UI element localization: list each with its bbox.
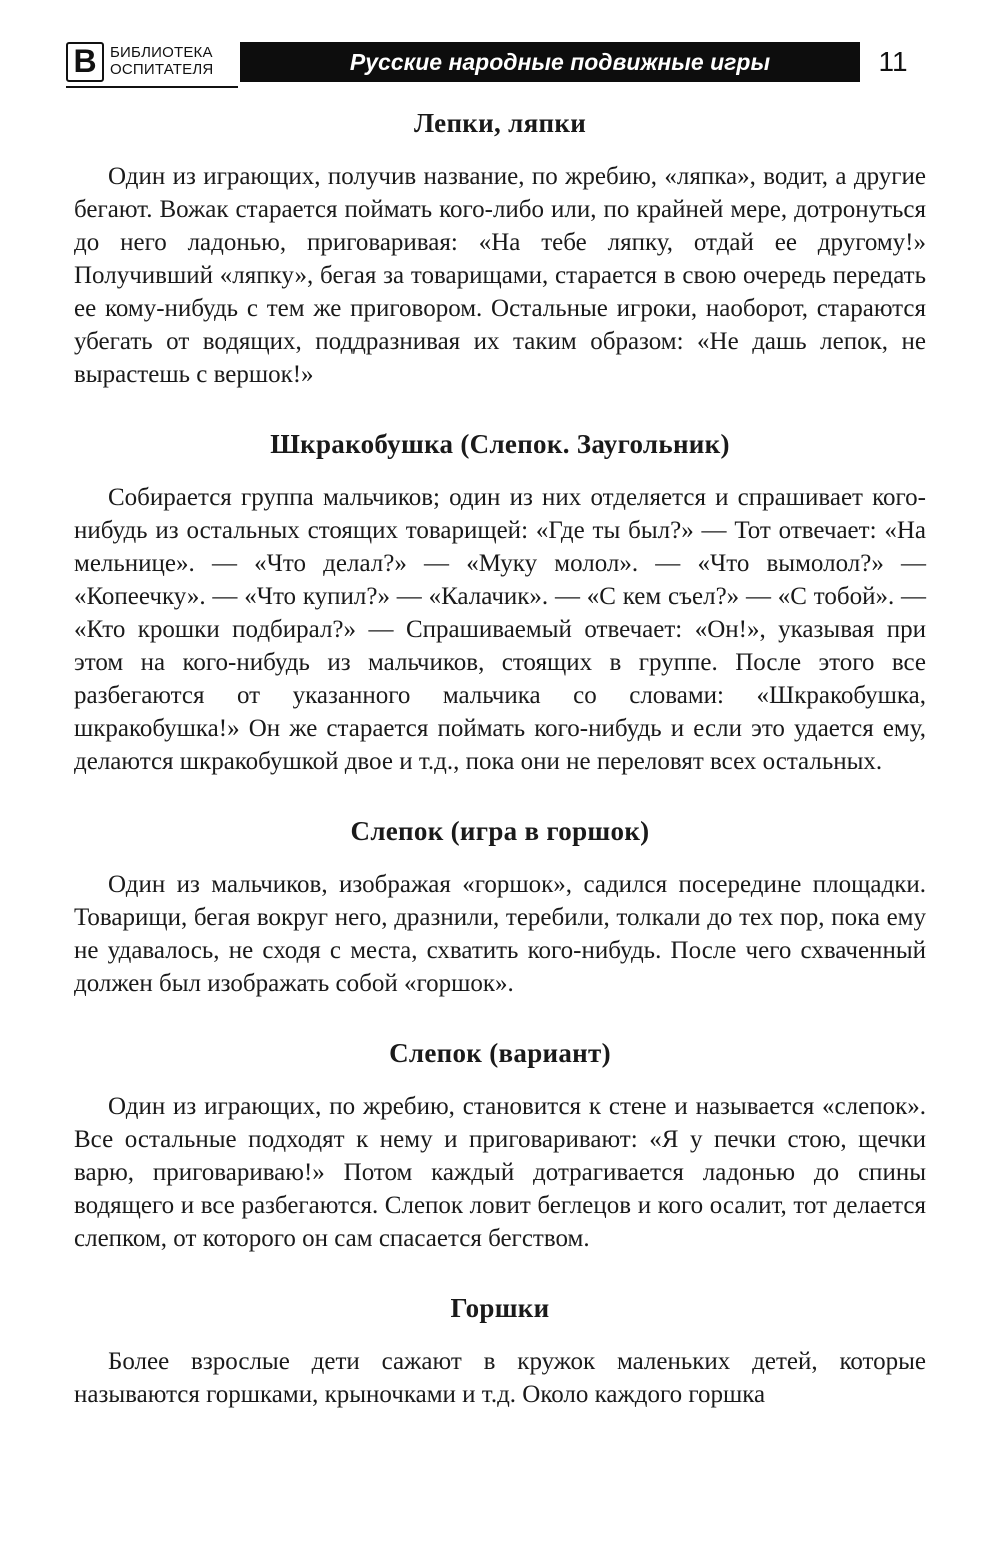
section-lepki (74, 106, 926, 391)
page-number: 11 (878, 46, 908, 77)
page-body (74, 106, 926, 1447)
header-rule (66, 86, 238, 88)
section-title: Шкракобушка (Слепок. Заугольник) (270, 429, 730, 459)
section-text: Более взрослые дети сажают в кружок маленьких детей, которые называются горшками, крыночками и т.д. Около каждого горшка (74, 1348, 926, 1408)
section-text: Один из мальчиков, изображая «горшок», садился посередине площадки. Товарищи, бегая вокруг него, дразнили, теребили, толкали до тех пор, пока ему не удавалось, не сходя с места, схватить кого-нибудь. После чего схваченный должен был изображать собой «горшок». (74, 871, 926, 997)
section-slepok-variant (74, 1036, 926, 1255)
series-logo-icon (66, 42, 104, 82)
book-title-banner: Русские народные подвижные игры (240, 42, 860, 82)
series-name (110, 44, 213, 78)
series-name-line1: БИБЛИОТЕКА (110, 44, 213, 61)
series-name-line2: ОСПИТАТЕЛЯ (110, 61, 214, 78)
section-title: Горшки (450, 1293, 550, 1323)
section-title: Слепок (вариант) (389, 1038, 611, 1068)
section-title: Слепок (игра в горшок) (350, 816, 650, 846)
section-gorshki (74, 1291, 926, 1411)
section-title: Лепки, ляпки (413, 108, 587, 138)
logo-letter: В (73, 43, 97, 79)
section-shkrakobushka (74, 427, 926, 778)
running-header (66, 36, 920, 90)
section-text: Собирается группа мальчиков; один из них отделяется и спрашивает кого-нибудь из остальных стоящих товарищей: «Где ты был?» — Тот отвечает: «На мельнице». — «Что делал?» — «Муку молол». — «Что вымолол?» — «Копеечку». — «Что купил?» — «Калачик». — «С кем съел?» — «С тобой». — «Кто крошки подбирал?» — Спрашиваемый отвечает: «Он!», указывая при этом на кого-нибудь из мальчиков, стоящих в группе. После этого все разбегаются от указанного мальчика со словами: «Шкракобушка, шкракобушка!» Он же старается поймать кого-нибудь и если это удается ему, делаются шкракобушкой двое и т.д., пока они не переловят всех остальных. (74, 484, 926, 775)
section-text: Один из играющих, получив название, по жребию, «ляпка», водит, а другие бегают. Вожак старается поймать кого-либо или, по крайней мере, дотронуться до него ладонью, приговаривая: «На тебе ляпку, отдай ее другому!» Получивший «ляпку», бегая за товарищами, старается в свою очередь передать ее кому-нибудь с тем же приговором. Остальные игроки, наоборот, стараются убегать от водящих, поддразнивая их таким образом: «Не дашь лепок, не вырастешь с вершок!» (74, 163, 926, 388)
section-text: Один из играющих, по жребию, становится к стене и называется «слепок». Все остальные подходят к нему и приговаривают: «Я у печки стою, щечки варю, приговариваю!» Потом каждый дотрагивается ладонью до спины водящего и все разбегаются. Слепок ловит беглецов и кого осалит, тот делается слепком, от которого он сам спасается бегством. (74, 1093, 926, 1252)
section-slepok-gorshok (74, 814, 926, 1000)
